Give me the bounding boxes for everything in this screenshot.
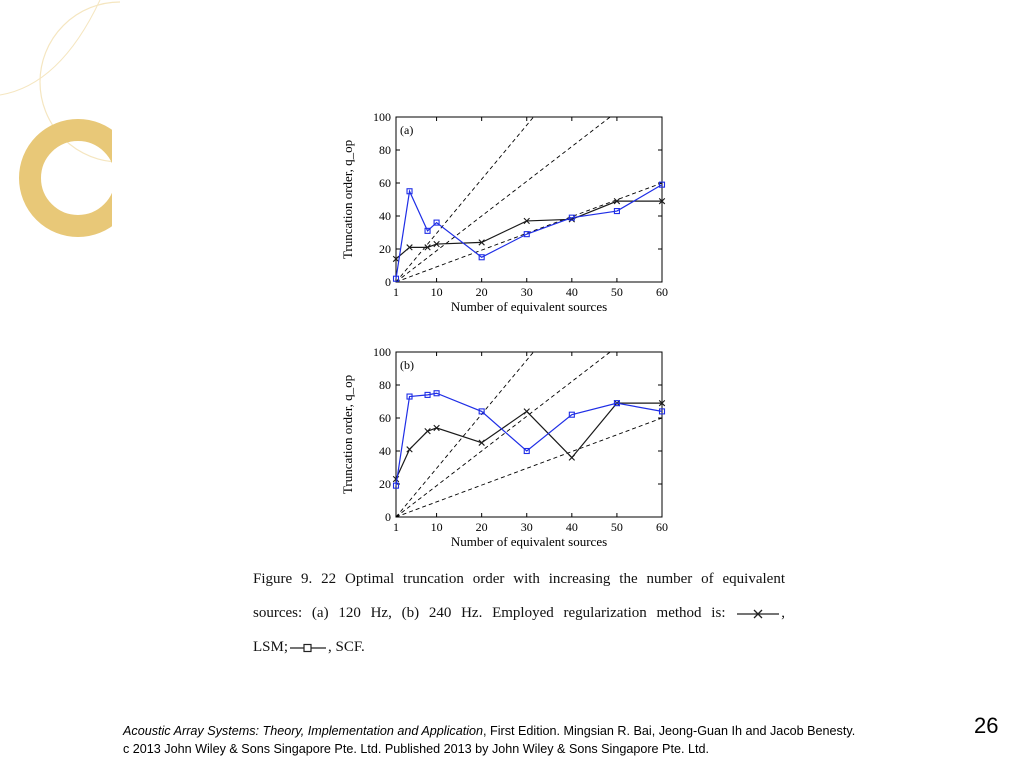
y-tick-label: 60 (379, 176, 391, 190)
plot-frame (396, 117, 662, 282)
citation-line-2: c 2013 John Wiley & Sons Singapore Pte. Ltd. Published 2013 by John Wiley & Sons Singapore Pte. Ltd. (123, 742, 709, 756)
y-tick-label: 100 (373, 110, 391, 124)
decorative-ring-graphic (0, 0, 120, 260)
y-axis-label: Truncation order, q_op (340, 374, 355, 495)
y-tick-label: 40 (379, 209, 391, 223)
y-tick-label: 80 (379, 143, 391, 157)
x-tick-label: 10 (430, 520, 443, 534)
x-tick-label: 30 (520, 285, 533, 299)
x-tick-label: 50 (610, 285, 623, 299)
plot-frame (396, 352, 662, 517)
x-tick-label: 60 (656, 520, 668, 534)
y-tick-label: 0 (385, 510, 391, 524)
book-title: Acoustic Array Systems: Theory, Implementation and Application (123, 724, 484, 738)
caption-lsm-label: LSM; (253, 639, 289, 655)
page-number: 26 (974, 713, 999, 738)
citation-footer (123, 722, 855, 758)
y-tick-label: 20 (379, 477, 391, 491)
caption-line-1: Figure 9. 22 Optimal truncation order with increasing the number of equivalent (253, 571, 785, 587)
caption-line-3 (253, 630, 785, 664)
x-tick-label: 20 (475, 285, 488, 299)
x-tick-label: 1 (393, 285, 399, 299)
caption-scf-label: , SCF. (328, 639, 365, 655)
citation-line-1 (123, 722, 855, 740)
y-tick-label: 0 (385, 275, 391, 289)
y-tick-label: 60 (379, 411, 391, 425)
figure-caption (253, 562, 785, 664)
caption-line-2 (253, 596, 785, 630)
x-axis-label: Number of equivalent sources (450, 534, 608, 549)
x-tick-label: 30 (520, 520, 533, 534)
panel-label: (b) (400, 358, 414, 372)
x-tick-label: 20 (475, 520, 488, 534)
x-tick-label: 10 (430, 285, 443, 299)
y-tick-label: 40 (379, 444, 391, 458)
decorative-thin-arc (0, 0, 100, 95)
y-tick-label: 20 (379, 242, 391, 256)
scf-legend-icon (288, 641, 328, 655)
y-axis-label: Truncation order, q_op (340, 139, 355, 260)
lsm-legend-icon (735, 607, 781, 621)
x-tick-label: 50 (610, 520, 623, 534)
caption-line-2-text: sources: (a) 120 Hz, (b) 240 Hz. Employed regularization method is: (253, 605, 726, 621)
x-tick-label: 40 (565, 285, 578, 299)
x-tick-label: 40 (565, 520, 578, 534)
x-tick-label: 60 (656, 285, 668, 299)
chart-b (340, 343, 680, 553)
y-tick-label: 80 (379, 378, 391, 392)
panel-label: (a) (400, 123, 414, 137)
citation-authors: , First Edition. Mingsian R. Bai, Jeong-Guan Ih and Jacob Benesty. (483, 724, 856, 738)
x-axis-label: Number of equivalent sources (450, 299, 608, 314)
chart-a (340, 108, 680, 318)
decorative-gold-ring (30, 130, 120, 226)
x-tick-label: 1 (393, 520, 399, 534)
y-tick-label: 100 (373, 345, 391, 359)
caption-line-2-comma: , (781, 605, 785, 621)
